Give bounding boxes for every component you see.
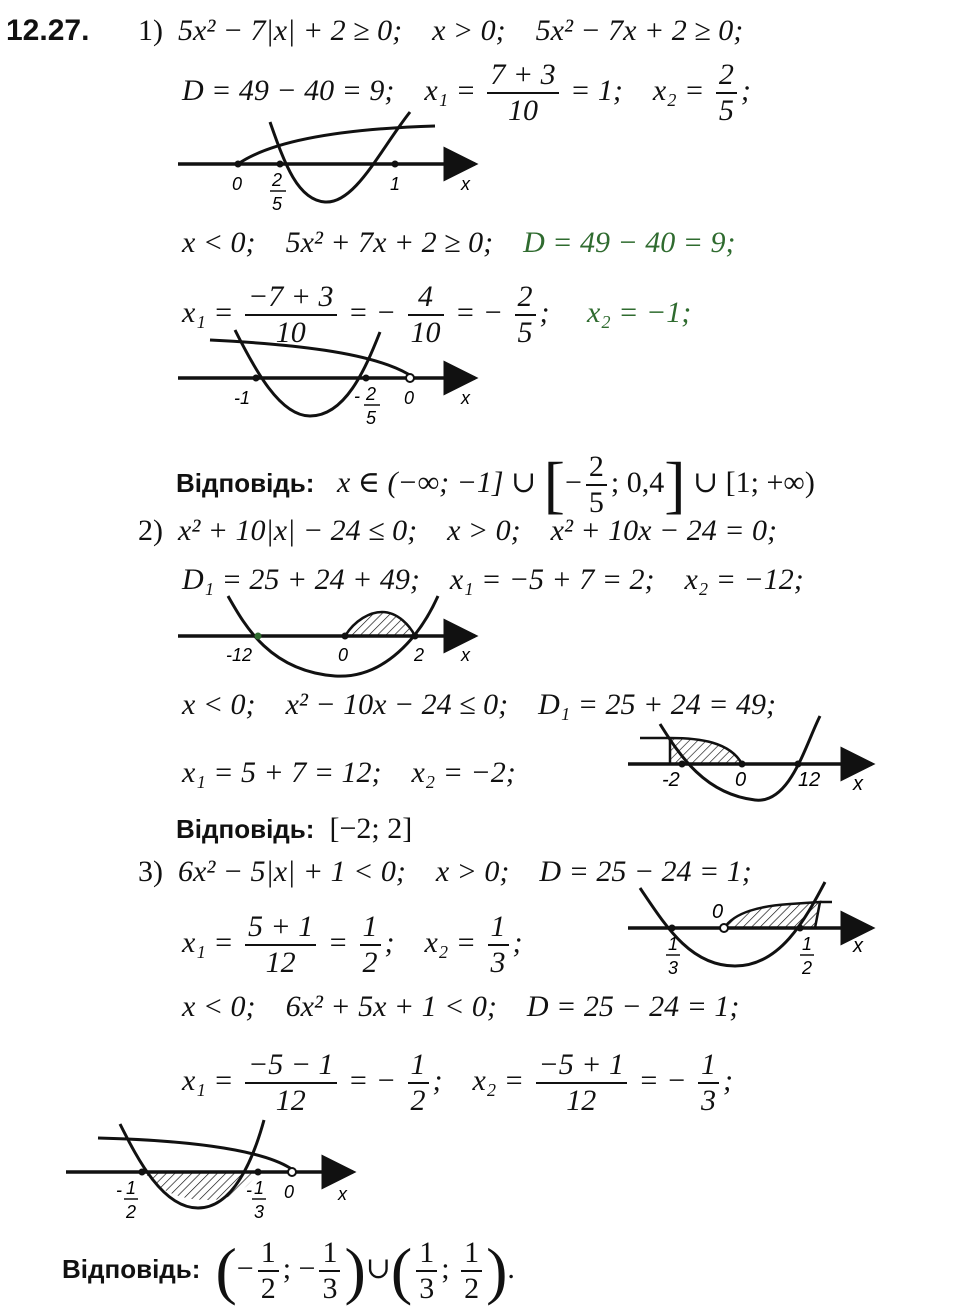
tick-0: 0 xyxy=(338,645,349,665)
part3-nx2-fraction2 xyxy=(698,1048,719,1118)
fraction-denominator: 3 xyxy=(419,1272,435,1305)
part3-x1-fraction xyxy=(245,910,316,980)
part3-nx2-fraction xyxy=(536,1048,628,1118)
tick-right-den: 2 xyxy=(802,958,813,978)
point-minus-one xyxy=(253,375,260,382)
fraction-numerator: 2 xyxy=(586,450,607,486)
fraction-denominator: 12 xyxy=(566,1084,597,1117)
tick-0: 0 xyxy=(404,388,415,408)
part3-x2-label: x₂ = xyxy=(424,925,476,959)
part2-statement: x² + 10|x| − 24 ≤ 0; xyxy=(178,514,418,547)
fraction-numerator: 2 xyxy=(515,280,536,316)
problem-number: 12.27. xyxy=(6,14,90,47)
part3-disc-pos: D = 25 − 24 = 1; xyxy=(539,855,752,888)
fraction-denominator: 5 xyxy=(718,94,734,127)
tick-minus-sign: - xyxy=(246,1180,252,1200)
part2-x1: x₁ = −5 + 7 = 2; xyxy=(449,563,655,596)
part1-eq-pos: 5x² − 7x + 2 ≥ 0; xyxy=(535,14,744,47)
part2-disc-pos: D₁ = 25 + 24 + 49; xyxy=(182,563,420,596)
fraction-denominator: 3 xyxy=(322,1272,338,1305)
answer-fraction-c xyxy=(416,1236,437,1306)
part2-case-neg: x < 0; xyxy=(182,688,256,721)
part3-disc-neg: D = 25 − 24 = 1; xyxy=(526,990,740,1023)
part2-eq-neg: x² − 10x − 24 ≤ 0; xyxy=(285,688,509,721)
part1-x1-label: x₁ = xyxy=(424,73,476,107)
point-zero xyxy=(739,761,746,768)
part1-disc-neg: D = 49 − 40 = 9; xyxy=(523,226,736,259)
axis-label: x xyxy=(461,645,470,665)
tick-2: 2 xyxy=(414,645,425,665)
part1-case-neg: x < 0; xyxy=(182,226,256,259)
part3-nx1-label: x₁ = xyxy=(182,1063,234,1097)
point-zero xyxy=(288,1168,296,1176)
equals-minus: = − xyxy=(455,295,503,329)
part2-graph-negative xyxy=(620,716,890,806)
part1-answer: Відповідь: x ∈ (−∞; −1] ∪ [− $\frac{2}{5}$ ; 0,4] ∪ [1; +∞) xyxy=(176,449,815,520)
part1-x2-label: x₂ = xyxy=(652,73,705,107)
point-minus-two-fifths xyxy=(363,375,370,382)
axis-label: x xyxy=(338,1184,347,1204)
answer-part-a: x ∈ (−∞; −1] ∪ xyxy=(336,465,544,499)
fraction-numerator: 7 + 3 xyxy=(487,58,558,94)
part3-eq-neg: 6x² + 5x + 1 < 0; xyxy=(285,990,497,1023)
part2-case-pos: x > 0; xyxy=(447,514,521,547)
fraction-numerator: 2 xyxy=(716,58,737,94)
part3-nx1-fraction2 xyxy=(408,1048,429,1118)
part1-statement: 5x² − 7|x| + 2 ≥ 0; xyxy=(178,14,403,47)
point-one-half xyxy=(797,925,804,932)
equals-minus: = − xyxy=(348,295,396,329)
answer-label: Відповідь: xyxy=(176,467,315,498)
semicolon: ; xyxy=(740,73,751,107)
tick-frac-num: 2 xyxy=(272,170,283,190)
part1-x1-result: = 1; xyxy=(570,73,623,107)
answer-part-d: ∪ [1; +∞) xyxy=(685,465,815,499)
hatched-region xyxy=(670,738,742,764)
part2-answer xyxy=(176,812,412,846)
part2-nx2: x₂ = −2; xyxy=(411,756,516,789)
tick-0: 0 xyxy=(735,769,747,791)
answer-part-c: ; 0,4 xyxy=(610,465,665,499)
part2-eq-pos: x² + 10x − 24 = 0; xyxy=(550,514,777,547)
axis-label: x xyxy=(461,174,470,194)
tick-minus-12: -12 xyxy=(226,645,253,665)
point-minus-2 xyxy=(679,761,686,768)
tick-1: 1 xyxy=(390,174,401,194)
parabola-branch xyxy=(238,126,435,164)
fraction-denominator: 5 xyxy=(517,316,533,349)
part1-disc-pos: D = 49 − 40 = 9; xyxy=(182,73,395,107)
semicolon: ; xyxy=(512,925,523,959)
axis-label: x xyxy=(853,935,863,957)
answer-value: [−2; 2] xyxy=(329,812,413,845)
tick-0: 0 xyxy=(232,174,243,194)
fraction-denominator: 3 xyxy=(701,1084,716,1117)
fraction-numerator: 1 xyxy=(416,1236,437,1272)
fraction-numerator: 1 xyxy=(461,1236,482,1272)
point-one-third xyxy=(669,925,676,932)
part1-case-pos: x > 0; xyxy=(432,14,506,47)
parabola xyxy=(270,112,410,202)
fraction-denominator: 12 xyxy=(275,1084,306,1117)
tick-frac-num: 2 xyxy=(366,384,377,404)
fraction-denominator: 2 xyxy=(362,946,378,979)
fraction-numerator: 4 xyxy=(408,280,444,316)
part1-condition xyxy=(138,14,743,48)
part2-disc-neg: D₁ = 25 + 24 = 49; xyxy=(538,688,776,721)
answer-label: Відповідь: xyxy=(176,814,315,844)
tick-0: 0 xyxy=(712,901,724,923)
tick-minus-1: -1 xyxy=(234,388,251,408)
part1-nx1-fraction3 xyxy=(515,280,536,350)
tick-left-den: 2 xyxy=(126,1202,137,1222)
parabola-branch xyxy=(210,340,410,378)
part1-graph-negative xyxy=(170,330,490,440)
answer-fraction xyxy=(586,450,607,520)
part2-nx1: x₁ = 5 + 7 = 12; xyxy=(182,756,382,789)
point-zero xyxy=(235,161,242,168)
fraction-numerator: 5 + 1 xyxy=(245,910,316,946)
equals-minus: = − xyxy=(638,1063,687,1097)
answer-fraction-a xyxy=(258,1236,279,1306)
part3-roots-pos xyxy=(182,910,523,980)
fraction-numerator: −7 + 3 xyxy=(245,280,337,316)
tick-right-num: 1 xyxy=(254,1178,265,1198)
hatched-region xyxy=(345,612,415,636)
fraction-numerator: 1 xyxy=(360,910,381,946)
fraction-numerator: 1 xyxy=(258,1236,279,1272)
part1-graph-positive xyxy=(170,110,490,220)
point-minus-12 xyxy=(255,633,262,640)
semicolon: ; xyxy=(539,295,550,329)
tick-right-den: 3 xyxy=(254,1202,265,1222)
point-minus-one-third xyxy=(255,1169,262,1176)
equals-minus: = − xyxy=(348,1063,396,1097)
part2-graph-positive xyxy=(170,596,490,696)
point-zero xyxy=(342,633,349,640)
tick-0: 0 xyxy=(284,1182,295,1202)
part3-case-neg-line xyxy=(182,990,739,1024)
semicolon: ; xyxy=(723,1063,733,1097)
part3-x1-fraction2 xyxy=(360,910,381,980)
tick-minus-sign: - xyxy=(116,1180,122,1200)
part1-x2-fraction xyxy=(716,58,737,128)
part1-num: 1) xyxy=(138,14,163,47)
part3-graph-negative xyxy=(58,1120,368,1230)
fraction-denominator: 2 xyxy=(410,1084,426,1117)
part2-roots-neg xyxy=(182,756,516,790)
axis-label: x xyxy=(853,773,863,795)
fraction-numerator: 1 xyxy=(488,910,509,946)
part2-x2: x₂ = −12; xyxy=(684,563,804,596)
part3-x1-label: x₁ = xyxy=(182,925,234,959)
fraction-numerator: 1 xyxy=(698,1048,719,1084)
fraction-denominator: 2 xyxy=(260,1272,276,1305)
tick-left-den: 3 xyxy=(668,958,679,978)
fraction-denominator: 12 xyxy=(265,946,296,979)
part2-roots-pos xyxy=(182,563,804,597)
part3-case-pos: x > 0; xyxy=(435,855,510,888)
fraction-denominator: 2 xyxy=(464,1272,480,1305)
fraction-numerator: −5 − 1 xyxy=(245,1048,337,1084)
answer-fraction-d xyxy=(461,1236,482,1306)
part3-num: 3) xyxy=(138,855,163,888)
fraction-denominator: 10 xyxy=(410,316,441,349)
part1-eq-neg: 5x² + 7x + 2 ≥ 0; xyxy=(285,226,494,259)
fraction-numerator: −5 + 1 xyxy=(536,1048,628,1084)
tick-right-num: 1 xyxy=(802,934,813,954)
point-zero xyxy=(406,374,414,382)
part3-graph-positive xyxy=(620,880,890,990)
parabola-branch xyxy=(98,1138,292,1172)
point-minus-one-half xyxy=(139,1169,146,1176)
part3-nx1-fraction xyxy=(245,1048,337,1118)
tick-minus-sign: - xyxy=(354,386,360,406)
point-one xyxy=(392,161,399,168)
part1-nx1-label: x₁ = xyxy=(182,295,234,329)
part2-condition xyxy=(138,514,777,548)
part1-case-neg-line xyxy=(182,226,736,260)
tick-12: 12 xyxy=(798,769,821,791)
fraction-numerator: 1 xyxy=(408,1048,429,1084)
point-two xyxy=(412,633,419,640)
part3-statement: 6x² − 5|x| + 1 < 0; xyxy=(178,855,406,888)
part3-case-neg: x < 0; xyxy=(182,990,256,1023)
fraction-denominator: 3 xyxy=(490,946,506,979)
part1-x1-fraction xyxy=(487,58,558,128)
tick-frac-den: 5 xyxy=(366,408,377,428)
semicolon: ; xyxy=(384,925,395,959)
part3-answer: Відповідь: (− $\frac{1}{2}$ ; − $\frac{1}{3}$ )∪( $\frac{1}{3}$ ; $\frac{1}{2}$ ). xyxy=(62,1235,515,1306)
point-12 xyxy=(795,761,802,768)
point-two-fifths xyxy=(277,161,284,168)
part3-x2-fraction xyxy=(488,910,509,980)
point-zero xyxy=(720,924,728,932)
equals: = xyxy=(327,925,348,959)
tick-left-num: 1 xyxy=(126,1178,137,1198)
axis-label: x xyxy=(461,388,470,408)
semicolon: ; xyxy=(432,1063,443,1097)
fraction-denominator: 10 xyxy=(508,94,539,127)
part3-nx2-label: x₂ = xyxy=(472,1063,524,1097)
tick-minus-2: -2 xyxy=(662,769,680,791)
part2-num: 2) xyxy=(138,514,163,547)
part1-nx2: x₂ = −1; xyxy=(587,295,692,329)
fraction-denominator: 10 xyxy=(275,316,306,349)
fraction-numerator: 1 xyxy=(319,1236,340,1272)
answer-fraction-b xyxy=(319,1236,340,1306)
tick-left-num: 1 xyxy=(668,934,679,954)
answer-label: Відповідь: xyxy=(62,1253,201,1284)
part3-roots-neg xyxy=(182,1048,733,1118)
fraction-denominator: 5 xyxy=(588,486,604,519)
tick-frac-den: 5 xyxy=(272,194,283,214)
